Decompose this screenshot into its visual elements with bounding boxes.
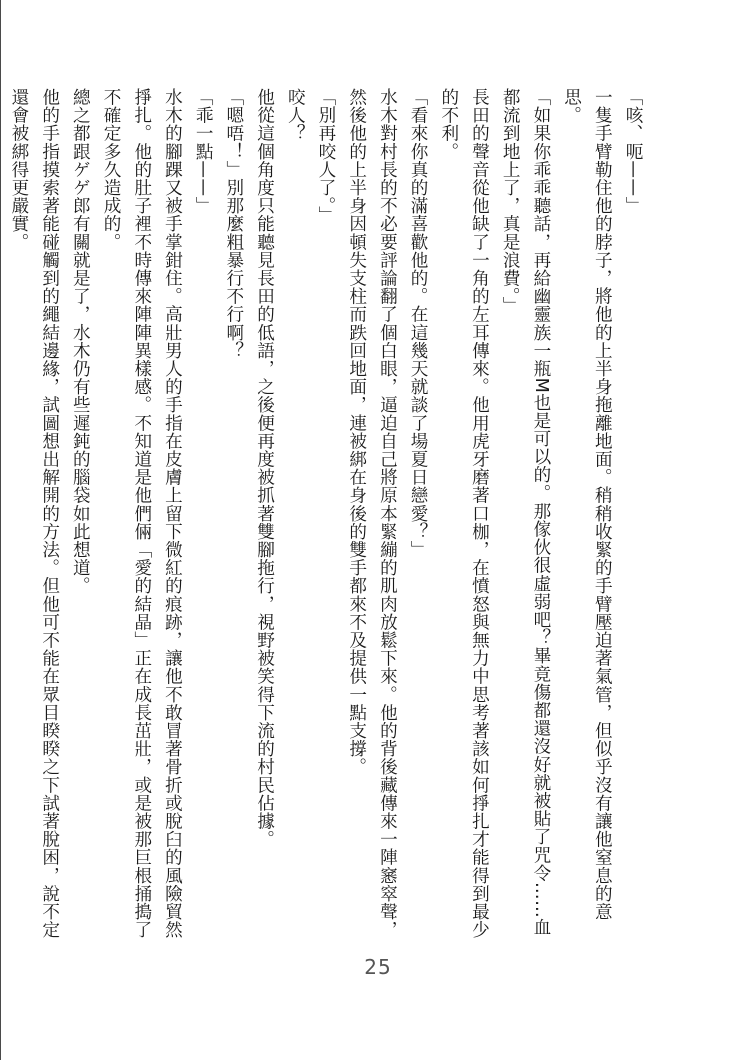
- paragraph-11: 「乖一點——」: [193, 88, 214, 215]
- paragraph-6: 水木對村長的不必要評論翻了個白眼，逼迫自己將原本緊繃的肌肉放鬆下來。他的背後藏傳來一陣窸窣聲，然後他的上半身因頓失支柱而跌回地面，連被綁在身後的雙手都來不及提供一點支撐。: [346, 88, 398, 939]
- paragraph-12: 水木的腳踝又被手掌鉗住。高壯男人的手指在皮膚上留下微紅的痕跡，讓他不敢冒著骨折或脫臼的風險貿然掙扎。他的肚子裡不時傳來陣陣異樣感。不知道是他們倆「愛的結晶」正在成長茁壯，或是被那巨根捅搗了不確定多久造成的。: [101, 88, 183, 939]
- page-number: 25: [364, 955, 392, 979]
- paragraph-1: 「咳、呃——」: [623, 88, 643, 215]
- page-edge-line: [0, 0, 1, 1060]
- paragraph-4: 長田的聲音從他缺了一角的左耳傳來。他用虎牙磨著口枷，在憤怒與無力中思考著該如何掙扎才能得到最少的不利。: [438, 88, 490, 939]
- paragraph-9: 他從這個角度只能聽見長田的低語，之後便再度被抓著雙腳拖行，視野被笑得下流的村民佔據。: [254, 88, 275, 849]
- paragraph-10: 「嗯唔！」別那麼粗暴行不行啊？: [223, 88, 244, 360]
- paragraph-8: 咬人？: [285, 88, 306, 143]
- paragraph-14: 他的手指摸索著能碰觸到的繩結邊緣，試圖想出解開的方法。但他可不能在眾目睽睽之下試著脫困，說不定還會被綁得更嚴實。: [8, 88, 60, 939]
- paragraph-5: 「看來你真的滿喜歡他的。在這幾天就談了場夏日戀愛？」: [408, 88, 429, 559]
- paragraph-7: 「別再咬人了。」: [315, 88, 336, 224]
- paragraph-2: 一隻手臂勒住他的脖子，將他的上半身拖離地面。稍稍收緊的手臂壓迫著氣管，但似乎沒有讓他窒息的意思。: [561, 88, 613, 921]
- paragraph-3: 「如果你乖乖聽話，再給幽靈族一瓶M也是可以的。那傢伙很虛弱吧？畢竟傷都還沒好就被貼了咒令……血都流到地上了，真是浪費。」: [500, 88, 551, 937]
- vertical-text-body: [8, 88, 648, 948]
- paragraph-13: 總之都跟ゲゲ郎有關就是了，水木仍有些遲鈍的腦袋如此想道。: [70, 88, 91, 595]
